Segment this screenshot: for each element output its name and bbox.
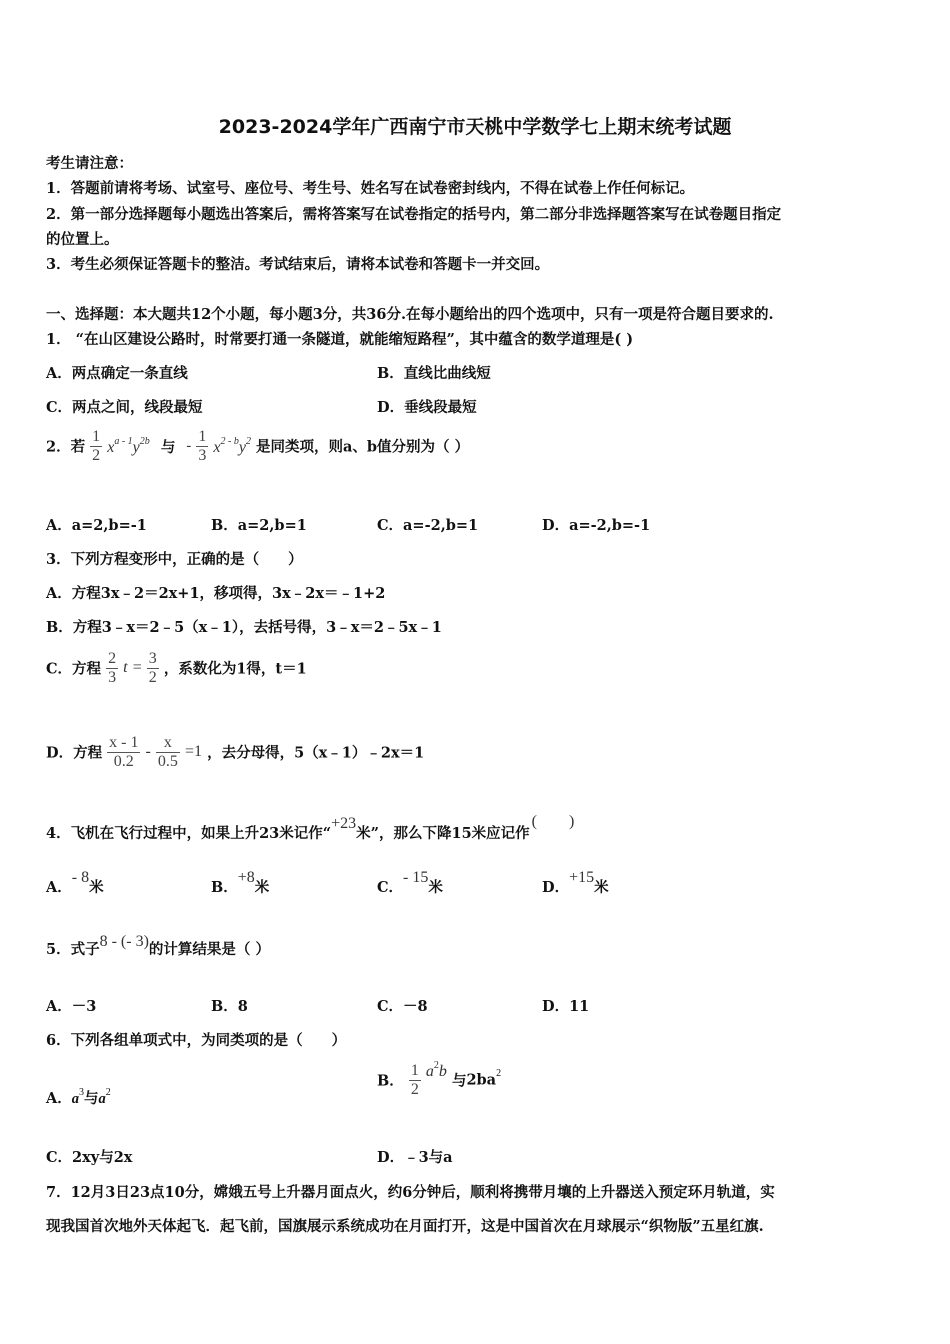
notice-item-3: 3．考生必须保证答题卡的整洁。考试结束后，请将本试卷和答题卡一并交回。 [46, 256, 550, 273]
question-4-stem: 4．飞机在飞行过程中，如果上升23米记作“+23米”，那么下降15米应记作( ) [46, 813, 575, 842]
q1-option-d: D．垂线段最短 [377, 399, 477, 416]
q2-term-2: $x^{2 - b}y^2$ [213, 435, 251, 456]
q4-option-a: A．- 8米 [46, 869, 104, 896]
q6-option-a: A．$a^3$与$a^2$ [46, 1087, 111, 1107]
q4-option-b: B．+8米 [211, 869, 270, 896]
notice-item-2-cont: 的位置上。 [46, 231, 119, 248]
q5-option-a: A．－3 [46, 998, 97, 1015]
q4-option-c: C．- 15米 [377, 869, 443, 896]
question-6-stem: 6．下列各组单项式中，为同类项的是（ ） [46, 1032, 347, 1049]
q2-minus: - [186, 437, 192, 454]
q6-option-c: C．2xy与2x [46, 1149, 133, 1166]
q3-option-a: A．方程3x﹣2＝2x+1，移项得，3x﹣2x＝﹣1+2 [46, 585, 386, 602]
page-title: 2023-2024学年广西南宁市天桃中学数学七上期末统考试题 [218, 116, 732, 138]
question-5-stem: 5．式子8 - (- 3)的计算结果是（ ） [46, 933, 270, 958]
question-1-stem: 1． “在山区建设公路时，时常要打通一条隧道，就能缩短路程”，其中蕴含的数学道理是( ) [46, 331, 634, 348]
q1-option-c: C．两点之间，线段最短 [46, 399, 203, 416]
q2-option-c: C．a=-2,b=1 [377, 517, 479, 534]
q1-option-a: A．两点确定一条直线 [46, 365, 188, 382]
question-7-line-1: 7．12月3日23点10分，嫦娥五号上升器月面点火，约6分钟后，顺利将携带月壤的上升器送入预定环月轨道，实 [46, 1184, 775, 1201]
question-7-line-2: 现我国首次地外天体起飞．起飞前，国旗展示系统成功在月面打开，这是中国首次在月球展示“织物版”五星红旗. [46, 1218, 764, 1235]
q2-option-a: A．a=2,b=-1 [46, 517, 147, 534]
q3d-fraction-2: $\frac{x}{0.5}$ [157, 734, 178, 770]
q2-fraction-2: $\frac{1}{3}$ [198, 428, 207, 464]
q4-value: +23 [331, 815, 357, 832]
q4-option-d: D．+15米 [542, 869, 609, 896]
q2-option-d: D．a=-2,b=-1 [542, 517, 651, 534]
q6-option-b: B． $\frac{1}{2}$ $a^2b$ 与$2ba^2$ [377, 1059, 502, 1098]
q6b-fraction: $\frac{1}{2}$ [410, 1062, 419, 1098]
notice-heading: 考生请注意： [46, 155, 133, 172]
question-3-stem: 3．下列方程变形中，正确的是（ ） [46, 551, 303, 568]
q3c-fraction-2: $\frac{3}{2}$ [148, 650, 157, 686]
q1-option-b: B．直线比曲线短 [377, 365, 491, 382]
q6-option-d: D．﹣3与a [377, 1149, 453, 1166]
q2-fraction-1: $\frac{1}{2}$ [92, 428, 101, 464]
question-2-stem [46, 428, 469, 464]
q3-option-b: B．方程3﹣x＝2﹣5（x﹣1），去括号得，3﹣x＝2﹣5x﹣1 [46, 619, 442, 636]
section-heading: 一、选择题：本大题共12个小题，每小题3分，共36分.在每小题给出的四个选项中，只有一项是符合题目要求的. [46, 306, 774, 323]
q3-option-c: C．方程 $\frac{2}{3}$ t = $\frac{3}{2}$ ，系数化为1得，t＝1 [46, 650, 307, 686]
notice-item-2: 2．第一部分选择题每小题选出答案后，需将答案写在试卷指定的括号内，第二部分非选择题答案写在试卷题目指定 [46, 206, 782, 223]
q3-option-d: D．方程 $\frac{x - 1}{0.2}$ - $\frac{x}{0.5}$ =1 ，去分母得，5（x﹣1）﹣2x＝1 [46, 734, 425, 770]
q5-option-c: C．－8 [377, 998, 428, 1015]
q5-expression: 8 - (- 3) [99, 933, 149, 950]
q3d-fraction-1: $\frac{x - 1}{0.2}$ [109, 734, 139, 770]
q2-suffix: 是同类项，则a、b值分别为（ ） [256, 438, 470, 456]
q2-term-1: $x^{a - 1}y^{2b}$ [107, 435, 150, 456]
q5-option-d: D．11 [542, 998, 590, 1015]
q3c-fraction-1: $\frac{2}{3}$ [108, 650, 117, 686]
q2-option-b: B．a=2,b=1 [211, 517, 307, 534]
q2-and: 与 [160, 438, 176, 456]
notice-item-1: 1．答题前请将考场、试室号、座位号、考生号、姓名写在试卷密封线内，不得在试卷上作任何标记。 [46, 180, 695, 197]
q5-option-b: B．8 [211, 998, 248, 1015]
q2-prefix: 2．若 [46, 438, 86, 456]
